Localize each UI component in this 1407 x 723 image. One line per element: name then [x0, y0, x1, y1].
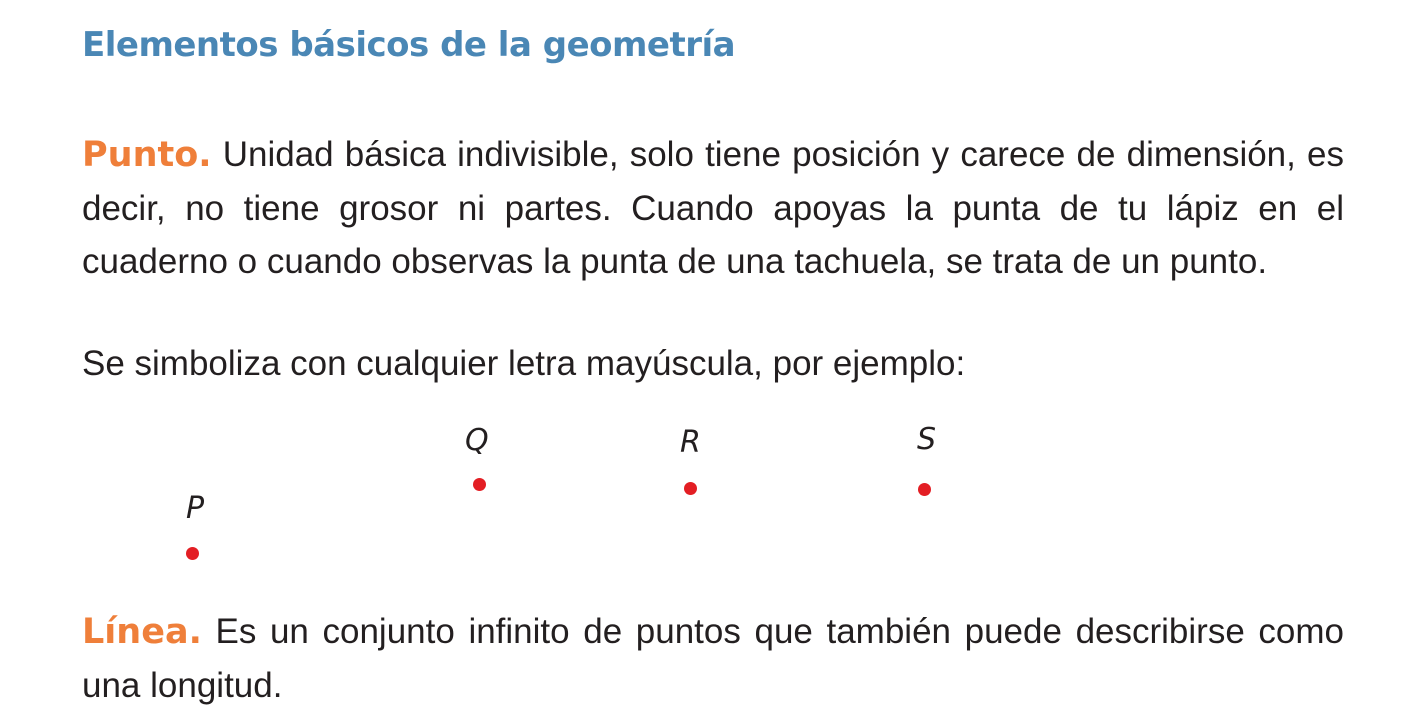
point-label-q: Q: [465, 423, 489, 458]
point-dot-s: [918, 483, 931, 496]
point-label-p: P: [186, 491, 205, 526]
point-label-s: S: [917, 422, 937, 457]
term-punto: Punto.: [82, 135, 212, 175]
point-dot-r: [684, 482, 697, 495]
definition-punto-text: Unidad básica indivisible, solo tiene posición y carece de dimensión, es decir, no tiene grosor ni partes. Cuando apoyas la punta de tu lápiz en el cuaderno o cuando observas la punta de una tachuela, se trata de un punto.: [82, 135, 1344, 281]
page-title: Elementos básicos de la geometría: [82, 25, 736, 65]
definition-linea-text: Es un conjunto infinito de puntos que también puede describirse como una longitud.: [82, 612, 1344, 705]
point-dot-p: [186, 547, 199, 560]
point-label-r: R: [680, 425, 701, 460]
definition-punto: [82, 128, 1344, 288]
definition-linea: [82, 605, 1344, 712]
symbol-explanation: Se simboliza con cualquier letra mayúscula, por ejemplo:: [82, 344, 966, 383]
term-linea: Línea.: [82, 612, 202, 652]
point-dot-q: [473, 478, 486, 491]
